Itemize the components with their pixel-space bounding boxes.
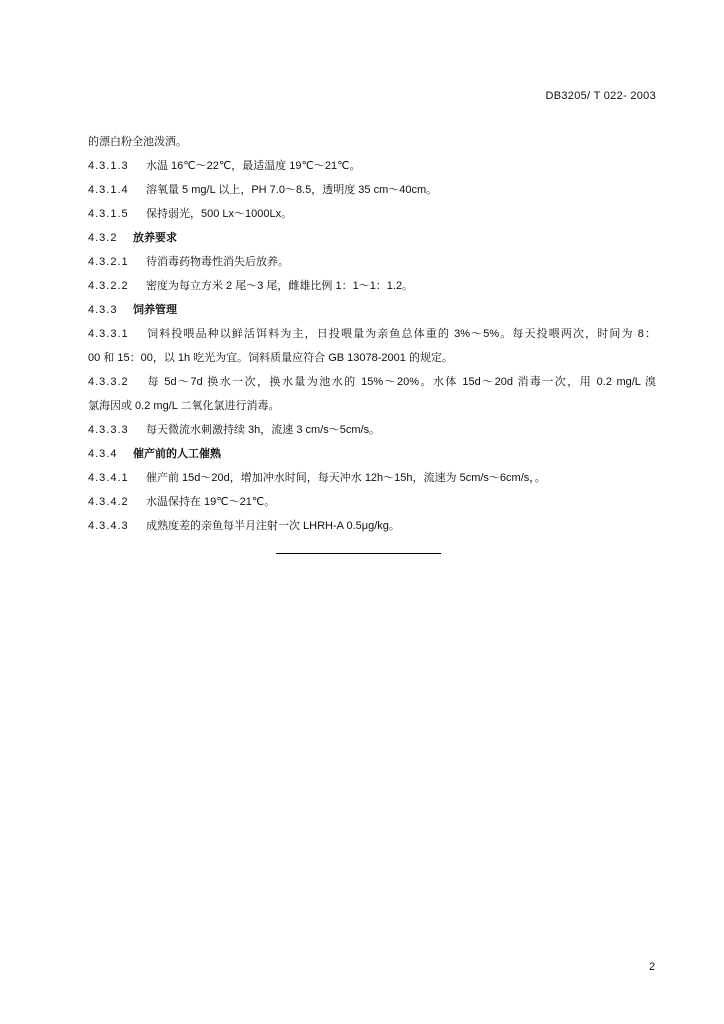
clause-text: 待消毒药物毒性消失后放养。: [146, 256, 289, 268]
clause-number: 4.3.3.1: [88, 328, 129, 340]
clause-number: 4.3.2.2: [88, 280, 129, 292]
clause-number: 4.3.1.5: [88, 208, 129, 220]
clause-number: 4.3.2.1: [88, 256, 129, 268]
clause-text: 每 5d～7d 换水一次，换水量为池水的 15%～20%。水体 15d～20d 消毒一次，用 0.2 mg/L 溴: [146, 376, 656, 388]
clause-number: 4.3.4.3: [88, 520, 129, 532]
clause-number: 4.3.4.1: [88, 472, 129, 484]
clause-4-3-3-3: [88, 418, 656, 442]
clause-text: 成熟度差的亲鱼每半月注射一次 LHRH-A 0.5μg/kg。: [146, 520, 400, 532]
clause-4-3-1-5: [88, 202, 656, 226]
end-of-document-rule: [276, 553, 441, 554]
page-number: 2: [649, 961, 656, 973]
clause-4-3-4-3: [88, 514, 656, 538]
section-heading-4-3-2: [88, 226, 656, 250]
section-title: 饲养管理: [133, 304, 177, 316]
section-heading-4-3-3: [88, 298, 656, 322]
clause-4-3-2-2: [88, 274, 656, 298]
clause-text: 水温 16℃～22℃，最适温度 19℃～21℃。: [146, 160, 361, 172]
clause-4-3-2-1: [88, 250, 656, 274]
section-number: 4.3.2: [88, 232, 118, 244]
section-number: 4.3.3: [88, 304, 118, 316]
clause-4-3-3-1: [88, 322, 656, 346]
clause-text: 催产前 15d～20d，增加冲水时间，每天冲水 12h～15h，流速为 5cm/s～6cm/s，。: [146, 472, 546, 484]
clause-number: 4.3.3.2: [88, 376, 129, 388]
clause-4-3-3-2: [88, 370, 656, 394]
document-body: [88, 130, 656, 538]
clause-4-3-4-1: [88, 466, 656, 490]
clause-4-3-4-2: [88, 490, 656, 514]
section-title: 催产前的人工催熟: [133, 448, 221, 460]
clause-text: 每天微流水刺激持续 3h，流速 3 cm/s～5cm/s。: [146, 424, 381, 436]
clause-4-3-3-1-continuation: 00 和 15：00，以 1h 吃光为宜。饲料质量应符合 GB 13078-2001 的规定。: [88, 352, 453, 364]
section-title: 放养要求: [133, 232, 177, 244]
clause-text: 溶氧量 5 mg/L 以上，PH 7.0～8.5，透明度 35 cm～40cm。: [146, 184, 438, 196]
section-heading-4-3-4: [88, 442, 656, 466]
document-code: DB3205/ T 022- 2003: [545, 90, 656, 102]
clause-4-3-1-3: [88, 154, 656, 178]
clause-4-3-3-2-continuation: 氯海因或 0.2 mg/L 二氧化氯进行消毒。: [88, 400, 280, 412]
clause-text: 密度为每立方米 2 尾～3 尾，雌雄比例 1：1～1：1.2。: [146, 280, 414, 292]
continued-text: 的漂白粉全池泼洒。: [88, 136, 187, 148]
clause-number: 4.3.1.3: [88, 160, 129, 172]
clause-number: 4.3.1.4: [88, 184, 129, 196]
section-number: 4.3.4: [88, 448, 118, 460]
clause-number: 4.3.4.2: [88, 496, 129, 508]
clause-number: 4.3.3.3: [88, 424, 129, 436]
clause-4-3-1-4: [88, 178, 656, 202]
clause-text: 保持弱光，500 Lx～1000Lx。: [146, 208, 293, 220]
clause-text: 水温保持在 19℃～21℃。: [146, 496, 276, 508]
clause-text: 饲料投喂品种以鲜活饵料为主，日投喂量为亲鱼总体重的 3%～5%。每天投喂两次，时间为 8：: [146, 328, 656, 340]
